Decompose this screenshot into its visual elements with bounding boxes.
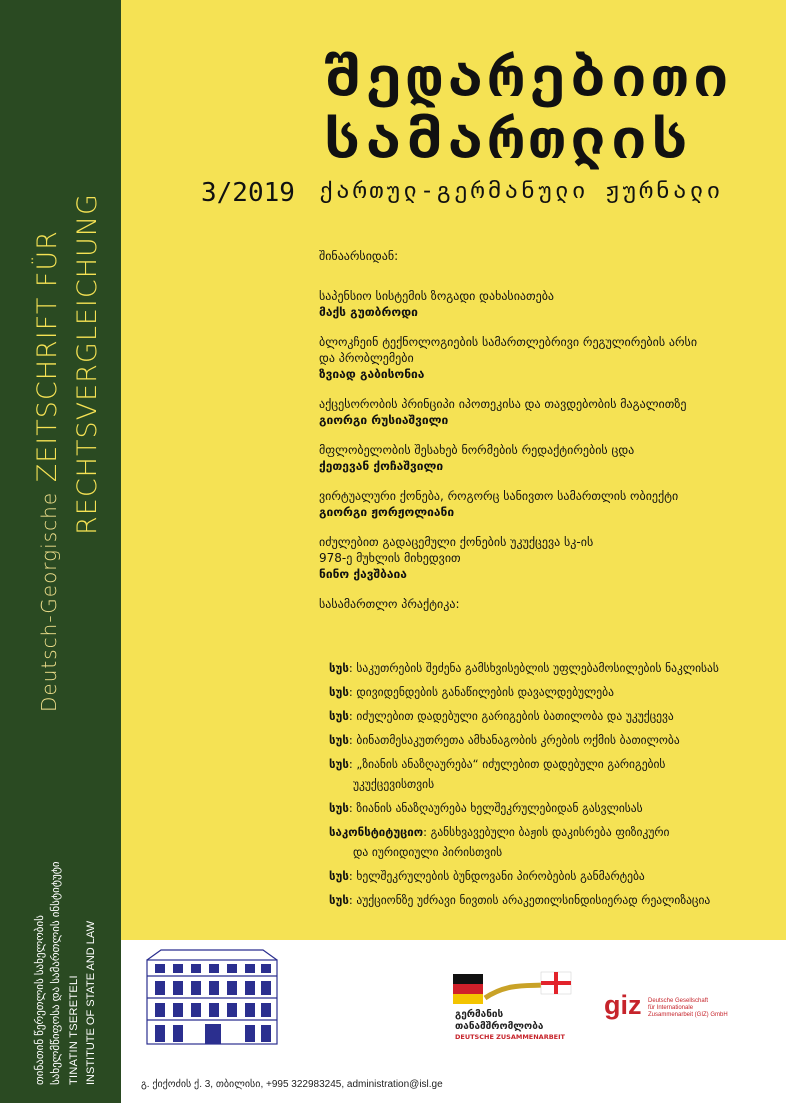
case-text: : იძულებით დადებული გარიგების ბათილობა და უკუქცევა: [348, 709, 674, 723]
case-text: : „ზიანის ანაზღაურება“ იძულებით დადებული გარიგების: [348, 757, 666, 771]
giz-logo: giz: [604, 990, 642, 1020]
toc-item: [319, 334, 699, 382]
issue-number: 3/2019: [201, 178, 295, 208]
institute-en-line1: TINATIN TSERETELI: [68, 975, 80, 1085]
case-list: [329, 660, 769, 916]
giz-name-line2: für Internationale: [648, 1005, 694, 1011]
case-item: [329, 684, 769, 700]
journal-prefix: Deutsch-Georgische: [37, 491, 61, 712]
toc-item-title: ბლოკჩეინ ტექნოლოგიების სამართლებრივი რეგულირების არსი და პრობლემები: [319, 335, 698, 365]
toc-item-author: გიორგი რუსიაშვილი: [319, 413, 449, 427]
case-text-cont: უკუქცევისთვის: [353, 777, 435, 791]
toc-item-author: მაქს გუთბროდი: [319, 305, 418, 319]
toc-item-title: აქცესორობის პრინციპი იპოთეკისა და თავდებობის მაგალითზე: [319, 397, 687, 411]
case-court: სუს: [329, 869, 349, 883]
toc-item-author: ნინო ქავშბაია: [319, 567, 407, 581]
toc-item-author: გიორგი ჟორჟოლიანი: [319, 505, 455, 519]
case-text: : განსხვავებული ბაჟის დაკისრება ფიზიკური: [423, 825, 670, 839]
toc-item: [319, 534, 619, 582]
case-court: სუს: [329, 801, 349, 815]
toc-item: [319, 396, 759, 428]
case-text: : საკუთრების შეძენა გამსხვისებლის უფლებამოსილების ნაკლისას: [348, 661, 719, 675]
case-item: [329, 892, 769, 908]
case-item: [329, 660, 769, 676]
case-item: [329, 800, 769, 816]
toc-item-title: ვირტუალური ქონება, როგორც სანივთო სამართლის ობიექტი: [319, 489, 679, 503]
toc-item: [319, 288, 759, 320]
institute-building-icon: [141, 946, 283, 1046]
journal-title-line1: [32, 230, 63, 712]
case-item: [329, 732, 769, 748]
german-cooperation-de: DEUTSCHE ZUSAMMENARBEIT: [455, 1033, 565, 1041]
toc-item: [319, 488, 759, 520]
institute-en-line2: INSTITUTE OF STATE AND LAW: [85, 920, 97, 1085]
giz-name-line3: Zusammenarbeit (GIZ) GmbH: [648, 1012, 728, 1018]
case-text: : აუქციონზე უძრავი ნივთის არაკეთილსინდისიერად რეალიზაცია: [348, 893, 711, 907]
address-line: გ. ქიქოძის ქ. 3, თბილისი, +995 322983245, administration@isl.ge: [141, 1079, 443, 1090]
case-item: [329, 824, 769, 860]
title-line2: სამართლის: [325, 104, 694, 172]
german-cooperation-ka1: გერმანის: [455, 1009, 504, 1020]
toc-item-author: ქეთევან ქოჩაშვილი: [319, 459, 444, 473]
toc-item: [319, 442, 759, 474]
sidebar: [0, 0, 121, 1103]
case-court: სუს: [329, 709, 349, 723]
giz-name: [648, 998, 728, 1019]
institute-ka-line1: თინათინ წერეთლის სახელობის: [34, 915, 46, 1085]
toc-item-title: მფლობელობის შესახებ ნორმების რედაქტირების ცდა: [319, 443, 635, 457]
journal-word1: ZEITSCHRIFT FÜR: [32, 230, 63, 483]
case-text: : ბინათმესაკუთრეთა ამხანაგობის კრების ოქმის ბათილობა: [348, 733, 680, 747]
title-line1: შედარებითი: [325, 42, 735, 110]
toc-item-title: საპენსიო სისტემის ზოგადი დახასიათება: [319, 289, 555, 303]
toc-item-author: ზვიად გაბისონია: [319, 367, 425, 381]
case-court: საკონსტიტუციო: [329, 825, 424, 839]
case-text: : ხელშეკრულების ბუნდოვანი პირობების განმარტება: [348, 869, 645, 883]
toc-heading: შინაარსიდან:: [319, 249, 399, 263]
case-item: [329, 868, 769, 884]
case-text: : ზიანის ანაზღაურება ხელშეკრულებიდან გასვლისას: [348, 801, 643, 815]
case-court: სუს: [329, 733, 349, 747]
case-court: სუს: [329, 685, 349, 699]
practice-heading: სასამართლო პრაქტიკა:: [319, 597, 460, 611]
case-item: [329, 756, 769, 792]
toc-item-title: იძულებით გადაცემული ქონების უკუქცევა სკ-ის 978-ე მუხლის მიხედვით: [319, 535, 594, 565]
giz-name-line1: Deutsche Gesellschaft: [648, 998, 709, 1004]
case-court: სუს: [329, 893, 349, 907]
journal-word2: RECHTSVERGLEICHUNG: [72, 193, 103, 535]
case-item: [329, 708, 769, 724]
case-text-cont: და იურიდიული პირისთვის: [353, 845, 503, 859]
case-text: : დივიდენდების განაწილების დავალდებულება: [348, 685, 614, 699]
case-court: სუს: [329, 661, 349, 675]
subtitle: ქართულ-გერმანული ჟურნალი: [319, 178, 724, 204]
german-cooperation-ka2: თანამშრომლობა: [455, 1021, 544, 1032]
table-of-contents: [319, 248, 759, 626]
institute-ka-line2: სახელმწიფოსა და სამართლის ინსტიტუტი: [50, 861, 62, 1085]
case-court: სუს: [329, 757, 349, 771]
